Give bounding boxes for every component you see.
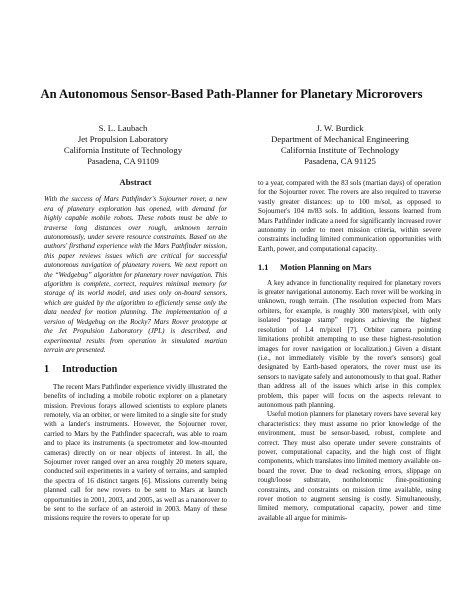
author-affiliation: Jet Propulsion Laboratory <box>77 134 169 144</box>
author-institution: California Institute of Technology <box>63 145 183 155</box>
author-name: S. L. Laubach <box>98 123 148 133</box>
abstract-text: With the success of Mars Pathfinder's Sojourner rover, a new era of planetary exploration has opened, with demand for highly capable mobile robots. These robots must be able to traverse long distances over rough, unknown terrain autonomously, under severe resource constraints. Based on the authors' firsthand experience with the Mars Pathfinder mission, this paper reviews issues which are critical for successful autonomous navigation of planetary rovers. We next report on the “Wedgebug” algorithm for planetary rover navigation. This algorithm is complete, correct, requires minimal memory for storage of its world model, and uses only on-board sensors, which are guided by the algorithm to efficiently sense only the data needed for motion planning. The implementation of a version of Wedgebug on the Rocky7 Mars Rover prototype at the Jet Propulsion Laboratory (JPL) is described, and experimental results from operation in simulated martian terrain are presented. <box>44 195 227 354</box>
author-address: Pasadena, CA 91109 <box>87 156 159 166</box>
author-burdick <box>235 123 445 167</box>
subsection-number: 1.1 <box>258 263 269 273</box>
motion-planning-paragraph-1: A key advance in functionality required for planetary rovers is greater navigational autonomy. Each rover will be working in unknown, rough terrain. (The resolution expected from Mars orbiters, for example, is roughly 300 meters/pixel, with only isolated “postage stamp” regions achieving the highest resolution of 1.4 m/pixel [7]. Orbiter camera pointing limitations prohibit attempting to use these highest-resolution images for rover navigation or localization.) Given a distant (i.e., not immediately visible by the rover's sensors) goal designated by Earth-based operators, the rover must use its sensors to navigate safely and autonomously to that goal. Rather than address all of the issues which arise in this complex problem, this paper will focus on the aspects relevant to autonomous path planning. <box>258 278 441 409</box>
section-heading-introduction <box>44 365 227 374</box>
introduction-paragraph: The recent Mars Pathfinder experience vividly illustrated the benefits of including a mobile robotic explorer on a planetary mission. Previous forays allowed scientists to explore planets remotely, via an orbiter, or were limited to a single site for study with a lander's instruments. However, the Sojourner rover, carried to Mars by the Pathfinder spacecraft, was able to roam and to place its instruments (a spectrometer and low-mounted cameras) directly on or near objects of interest. In all, the Sojourner rover ranged over an area roughly 20 meters square, conducted soil experiments in a variety of terrains, and sampled the spectra of 16 distinct targets [6]. Missions currently being planned call for new rovers to be sent to Mars at launch opportunities in 2001, 2003, and 2005, as well as a nanorover to be sent to the surface of an asteroid in 2003. Many of these missions require the rovers to operate for up <box>44 382 227 523</box>
paper-title: An Autonomous Sensor-Based Path-Planner for Planetary Microrovers <box>40 87 423 101</box>
continued-paragraph: to a year, compared with the 83 sols (martian days) of operation for the Sojourner rover. The rovers are also required to traverse vastly greater distances: up to 100 m/sol, as opposed to Sojourner's 104 m/83 sols. In addition, lessons learned from Mars Pathfinder indicate a need for significantly increased rover autonomy in order to meet mission criteria, within severe constraints including limited communication opportunities with Earth, power, and computational capacity. <box>258 179 441 253</box>
author-affiliation: Department of Mechanical Engineering <box>271 134 409 144</box>
section-title: Introduction <box>62 364 118 376</box>
right-column <box>258 179 441 523</box>
author-laubach <box>18 123 228 167</box>
author-name: J. W. Burdick <box>316 123 364 133</box>
left-column <box>44 178 227 524</box>
subsection-heading-motion-planning <box>258 263 441 272</box>
motion-planning-paragraph-2: Useful motion planners for planetary rovers have several key characteristics: they must assume no prior knowledge of the environment, must be sensor-based, robust, complete and correct. They must also operate under severe constraints of power, computational capacity, and the high cost of flight components, which translates into limited memory available on-board the rover. Due to dead reckoning errors, slippage on rough/loose substrate, nonholonomic fine-positioning constraints, and constraints on mission time available, using rover motion to augment sensing is costly. Simultaneously, limited memory, computational capacity, power and time available all argue for minimis- <box>258 410 441 522</box>
author-address: Pasadena, CA 91125 <box>304 156 376 166</box>
abstract-heading: Abstract <box>119 177 152 187</box>
subsection-title: Motion Planning on Mars <box>280 263 372 273</box>
section-number: 1 <box>44 364 50 376</box>
author-institution: California Institute of Technology <box>280 145 400 155</box>
